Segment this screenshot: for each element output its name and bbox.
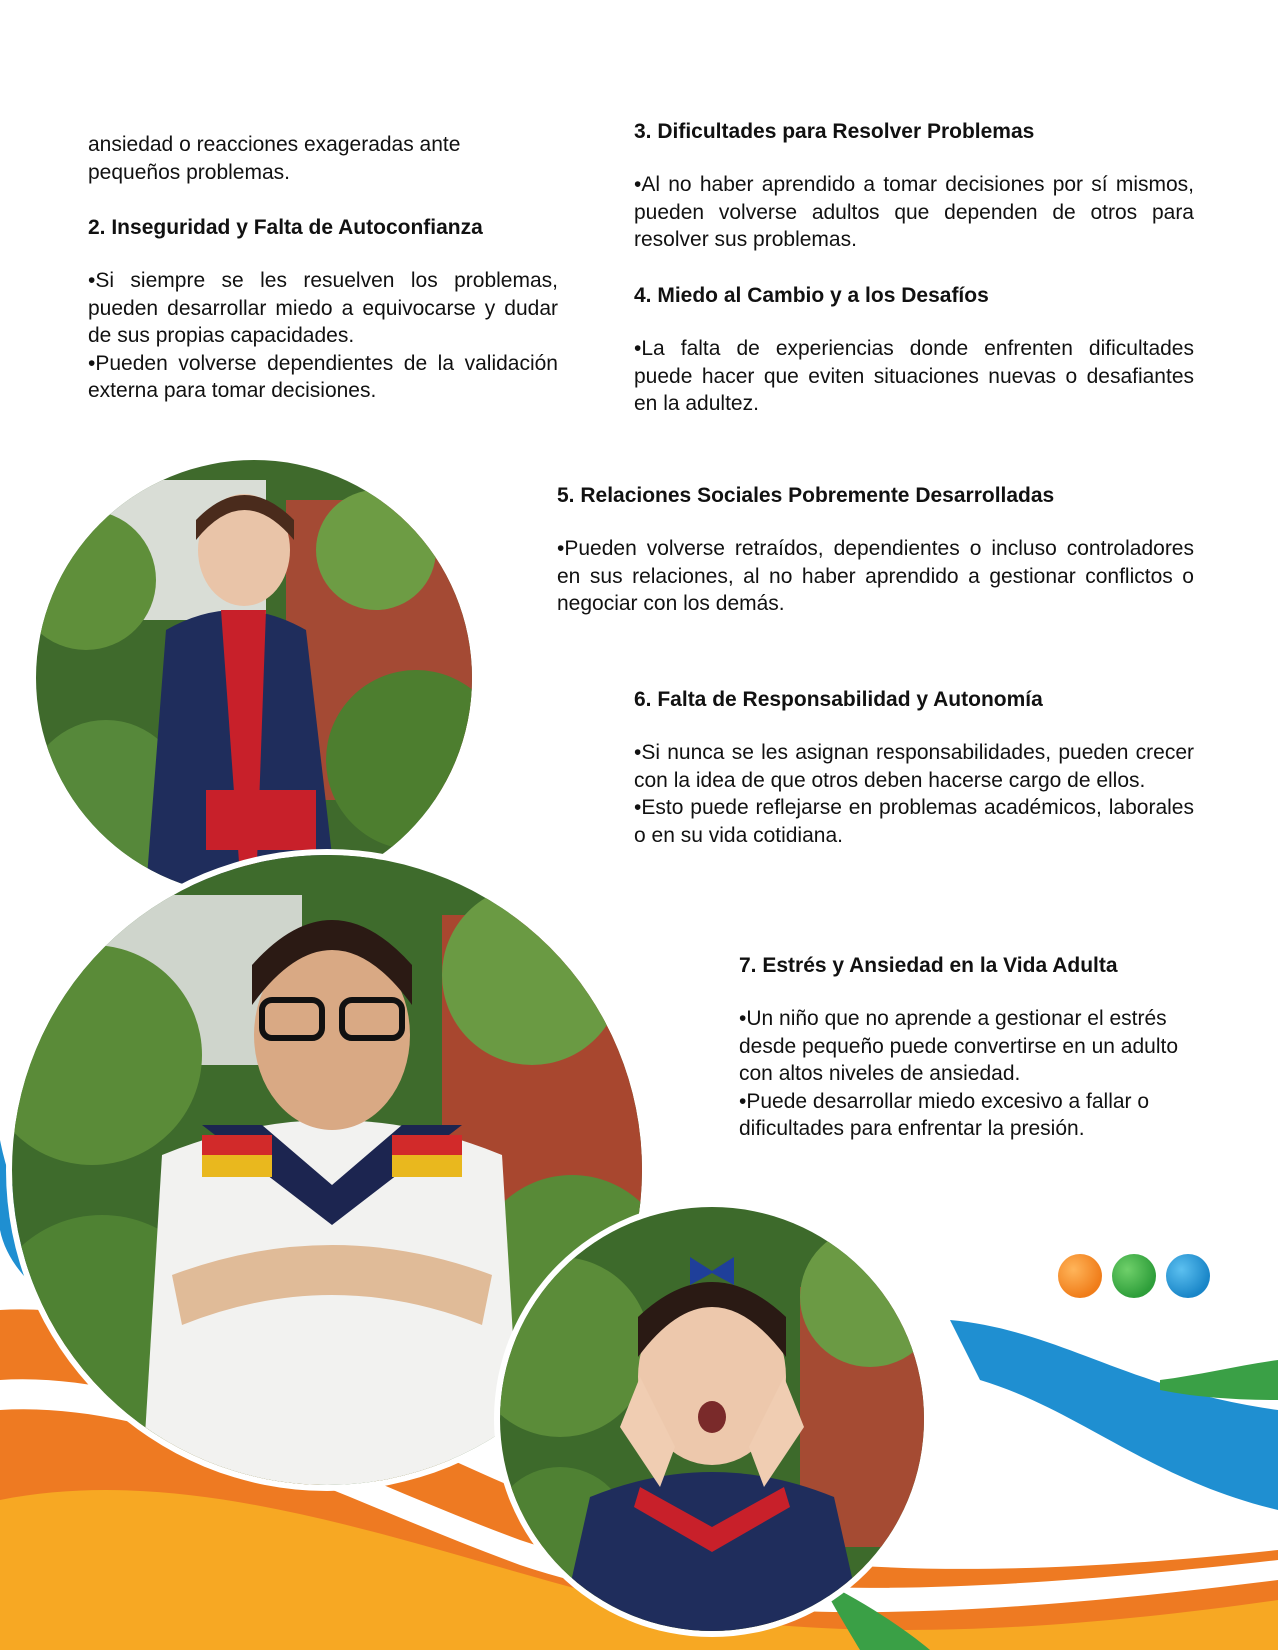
section-4-title: 4. Miedo al Cambio y a los Desafíos (634, 284, 989, 307)
section-7-title: 7. Estrés y Ansiedad en la Vida Adulta (739, 954, 1118, 977)
section-6-bullet-2: •Esto puede reflejarse en problemas académicos, laborales o en su vida cotidiana. (634, 796, 1194, 847)
photo-girl-surprised (500, 1207, 924, 1631)
section-4 (634, 282, 1194, 418)
section-2-bullet-2: •Pueden volverse dependientes de la validación externa para tomar decisiones. (88, 351, 558, 402)
section-5-title: 5. Relaciones Sociales Pobremente Desarrolladas (557, 484, 1055, 507)
section-7-bullet-1: •Un niño que no aprende a gestionar el estrés desde pequeño puede convertirse en un adulto con altos niveles de ansiedad. (739, 1007, 1179, 1085)
section-7 (739, 952, 1209, 1143)
section-4-bullet-1: •La falta de experiencias donde enfrenten dificultades puede hacer que eviten situaciones nuevas o desafiantes en la adultez. (634, 337, 1194, 415)
section-3-bullet-1: •Al no haber aprendido a tomar decisiones por sí mismos, pueden volverse adultos que dependen de otros para resolver sus problemas. (634, 173, 1194, 251)
intro-text: ansiedad o reacciones exageradas ante pequeños problemas. (88, 133, 461, 184)
wave-blue-right (950, 1320, 1278, 1510)
section-3 (634, 118, 1194, 254)
section-6-bullet-1: •Si nunca se les asignan responsabilidades, pueden crecer con la idea de que otros deben hacerse cargo de ellos. (634, 741, 1194, 792)
section-2-bullet-1: •Si siempre se les resuelven los problemas, pueden desarrollar miedo a equivocarse y dudar de sus propias capacidades. (88, 269, 558, 347)
section-6 (634, 686, 1194, 849)
section-6-title: 6. Falta de Responsabilidad y Autonomía (634, 688, 1043, 711)
intro-text-block (88, 131, 558, 186)
photo-girl-jacket (36, 460, 472, 896)
section-7-bullet-2: •Puede desarrollar miedo excesivo a fallar o dificultades para enfrentar la presión. (739, 1089, 1150, 1140)
dot-green (1112, 1254, 1156, 1298)
dot-orange (1058, 1254, 1102, 1298)
section-3-title: 3. Dificultades para Resolver Problemas (634, 120, 1035, 143)
decorative-dots (1058, 1254, 1212, 1298)
dot-blue (1166, 1254, 1210, 1298)
section-2-title: 2. Inseguridad y Falta de Autoconfianza (88, 216, 483, 239)
section-2 (88, 214, 558, 405)
section-5-bullet-1: •Pueden volverse retraídos, dependientes o incluso controladores en sus relaciones, al no haber aprendido a gestionar conflictos o negociar con los demás. (557, 537, 1194, 615)
section-5 (557, 482, 1194, 618)
